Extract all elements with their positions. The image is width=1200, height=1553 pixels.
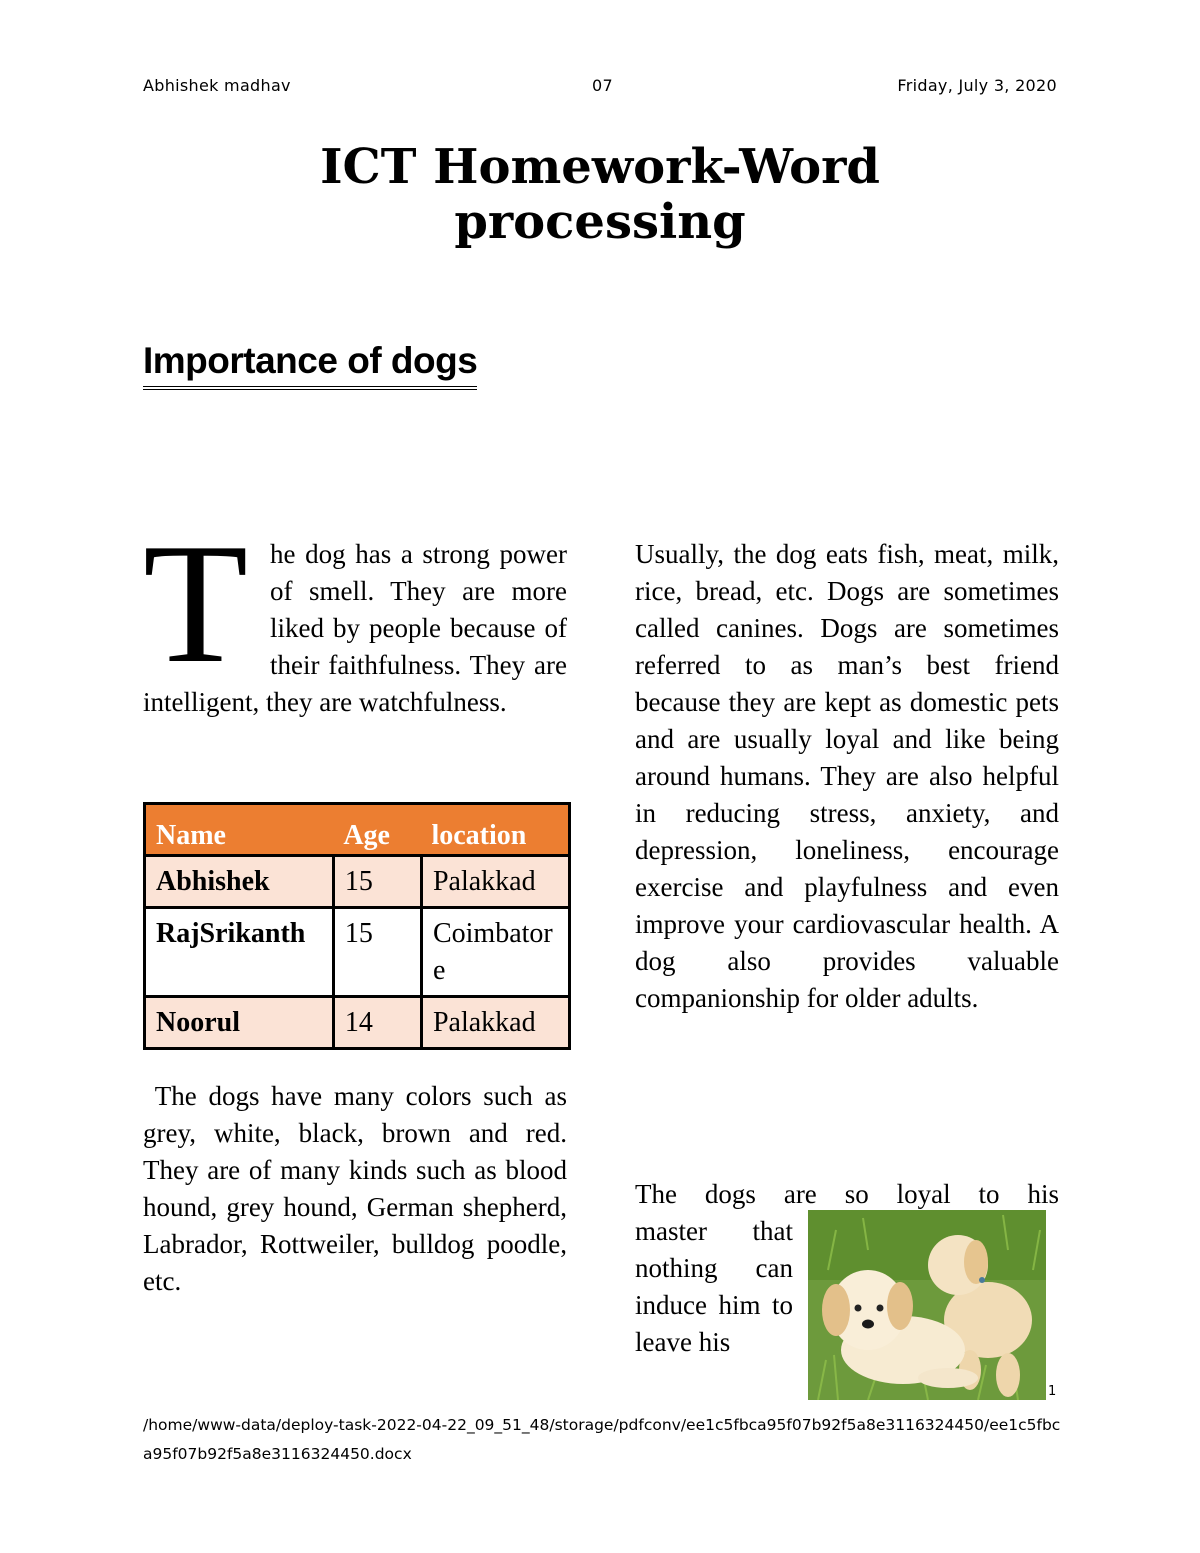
header-author: Abhishek madhav — [143, 76, 291, 95]
footer-file-path: /home/www-data/deploy-task-2022-04-22_09_51_48/storage/pdfconv/ee1c5fbca95f07b92f5a8e3116324450/ee1c5fbca95f07b92f5a8e3116324450.docx — [143, 1416, 1061, 1463]
table-cell-age: 14 — [333, 997, 421, 1049]
colors-paragraph-block — [143, 1078, 574, 1300]
table-row — [145, 908, 570, 997]
intro-paragraph — [143, 509, 567, 721]
table-header-age: Age — [333, 804, 421, 856]
table-row — [145, 856, 570, 908]
table-header-row — [145, 804, 570, 856]
table-header-name: Name — [145, 804, 334, 856]
loyal-paragraph-wrapped: master that nothing can induce him to leave his — [635, 1216, 793, 1357]
document-title — [0, 140, 1200, 250]
header-date: Friday, July 3, 2020 — [897, 76, 1057, 95]
table-cell-name: Noorul — [145, 997, 334, 1049]
table-cell-name: RajSrikanth — [145, 908, 334, 997]
footnote-marker: 1 — [1048, 1384, 1057, 1399]
puppies-photo — [808, 1210, 1046, 1400]
title-line-1: ICT Homework-Word — [320, 139, 880, 195]
table-cell-age: 15 — [333, 856, 421, 908]
colors-paragraph: The dogs have many colors such as grey, white, black, brown and red. They are of many kinds such as blood hound, grey hound, German shepherd, Labrador, Rottweiler, bulldog poodle, etc. — [143, 1081, 574, 1296]
right-paragraph-block — [635, 536, 1059, 1017]
table-cell-location: Coimbatore — [421, 908, 569, 997]
table-cell-location: Palakkad — [421, 856, 569, 908]
header-number: 07 — [592, 76, 613, 95]
title-line-2: processing — [454, 194, 746, 250]
table-cell-location: Palakkad — [421, 997, 569, 1049]
right-paragraph: Usually, the dog eats fish, meat, milk, rice, bread, etc. Dogs are sometimes called canines. Dogs are sometimes referred to as man’s best friend because they are kept as domestic pets and are usually loyal and like being around humans. They are also helpful in reducing stress, anxiety, and depression, loneliness, encourage exercise and playfulness and even improve your cardiovascular health. A dog also provides valuable companionship for older adults. — [635, 539, 1059, 1013]
table-cell-age: 15 — [333, 908, 421, 997]
drop-cap: T — [143, 509, 249, 699]
intro-paragraph-block — [143, 509, 567, 721]
table-header-location: location — [421, 804, 569, 856]
puppies-photo-illustration — [808, 1210, 1046, 1400]
section-heading: Importance of dogs — [143, 338, 477, 390]
table-row — [145, 997, 570, 1049]
loyal-paragraph-first-line: The dogs are so loyal to his — [635, 1179, 1059, 1209]
intro-text: he dog has a strong power of smell. They are more liked by people because of their faithfulness. They are intelligent, they are watchfulness. — [143, 539, 567, 717]
students-table — [143, 802, 571, 1050]
table-cell-name: Abhishek — [145, 856, 334, 908]
